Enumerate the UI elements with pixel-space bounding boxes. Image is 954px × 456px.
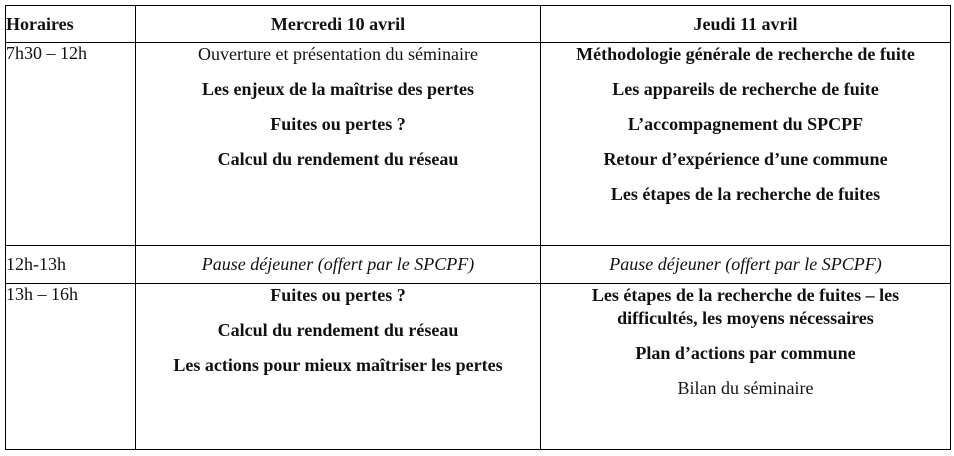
time-slot-morning: 7h30 – 12h [6,43,136,246]
header-thursday: Jeudi 11 avril [541,6,951,43]
session-item: Bilan du séminaire [677,378,814,398]
session-item: Les appareils de recherche de fuite [612,79,879,99]
session-item: Les actions pour mieux maîtriser les pertes [173,355,503,375]
header-wednesday: Mercredi 10 avril [136,6,541,43]
session-item: Les étapes de la recherche de fuites – les difficultés, les moyens nécessaires [591,285,900,328]
thursday-afternoon-sessions [541,284,951,450]
thursday-morning-sessions [541,43,951,246]
table-row-lunch [6,246,951,284]
lunch-break-note: Pause déjeuner (offert par le SPCPF) [609,254,882,274]
session-item: Fuites ou pertes ? [270,285,406,305]
session-item: Méthodologie générale de recherche de fuite [576,44,915,64]
header-row [6,6,951,43]
session-item: Calcul du rendement du réseau [217,320,459,340]
wednesday-lunch [136,246,541,284]
session-item: Ouverture et présentation du séminaire [198,44,478,64]
time-slot-afternoon: 13h – 16h [6,284,136,450]
time-slot-lunch: 12h-13h [6,246,136,284]
wednesday-afternoon-sessions [136,284,541,450]
lunch-break-note: Pause déjeuner (offert par le SPCPF) [201,254,475,274]
session-item: Fuites ou pertes ? [270,114,406,134]
session-item: Retour d’expérience d’une commune [603,149,888,169]
seminar-schedule-table [5,5,951,450]
session-item: Calcul du rendement du réseau [217,149,459,169]
session-item: L’accompagnement du SPCPF [627,114,864,134]
session-item: Les étapes de la recherche de fuites [610,184,881,204]
wednesday-morning-sessions [136,43,541,246]
header-horaires: Horaires [6,6,136,43]
session-item: Les enjeux de la maîtrise des pertes [202,79,474,99]
session-item: Plan d’actions par commune [635,343,856,363]
table-row-morning [6,43,951,246]
thursday-lunch [541,246,951,284]
table-row-afternoon [6,284,951,450]
